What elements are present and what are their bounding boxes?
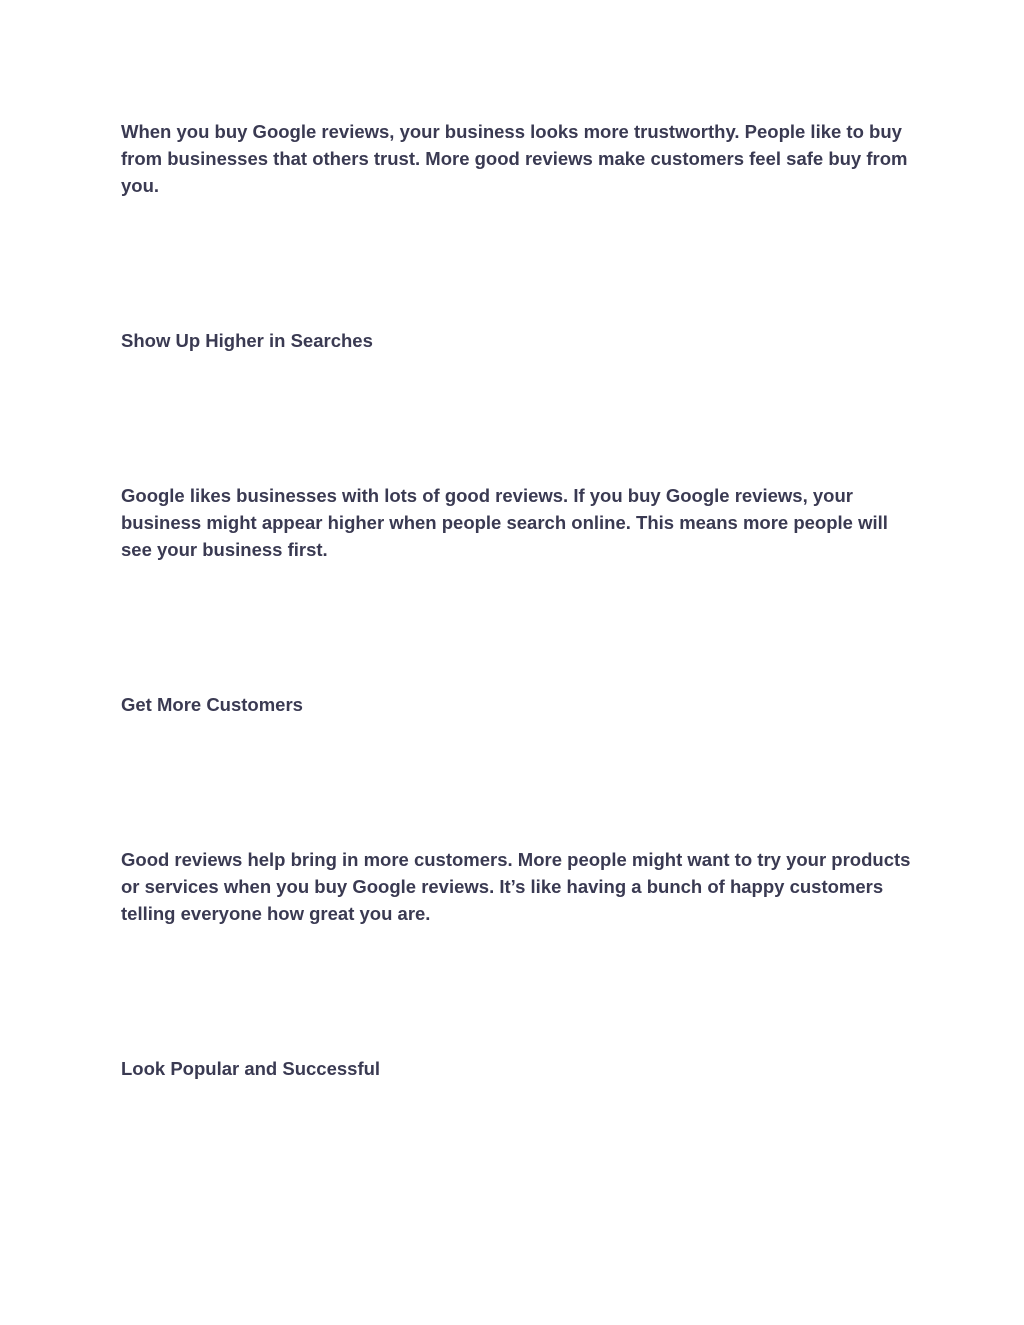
section-paragraph-show-up-higher: Google likes businesses with lots of good reviews. If you buy Google reviews, your business might appear higher when people search online. This means more people will see your business first. xyxy=(121,485,888,560)
section-heading-show-up-higher: Show Up Higher in Searches xyxy=(121,330,373,351)
section-heading-look-popular: Look Popular and Successful xyxy=(121,1058,381,1079)
section-heading-get-more-customers: Get More Customers xyxy=(121,694,303,715)
intro-paragraph: When you buy Google reviews, your business looks more trustworthy. People like to buy from businesses that others trust. More good reviews make customers feel safe buy from you. xyxy=(121,121,908,196)
section-paragraph-get-more-customers: Good reviews help bring in more customers. More people might want to try your products or services when you buy Google reviews. It’s like having a bunch of happy customers telling everyone how great you are. xyxy=(121,849,911,924)
